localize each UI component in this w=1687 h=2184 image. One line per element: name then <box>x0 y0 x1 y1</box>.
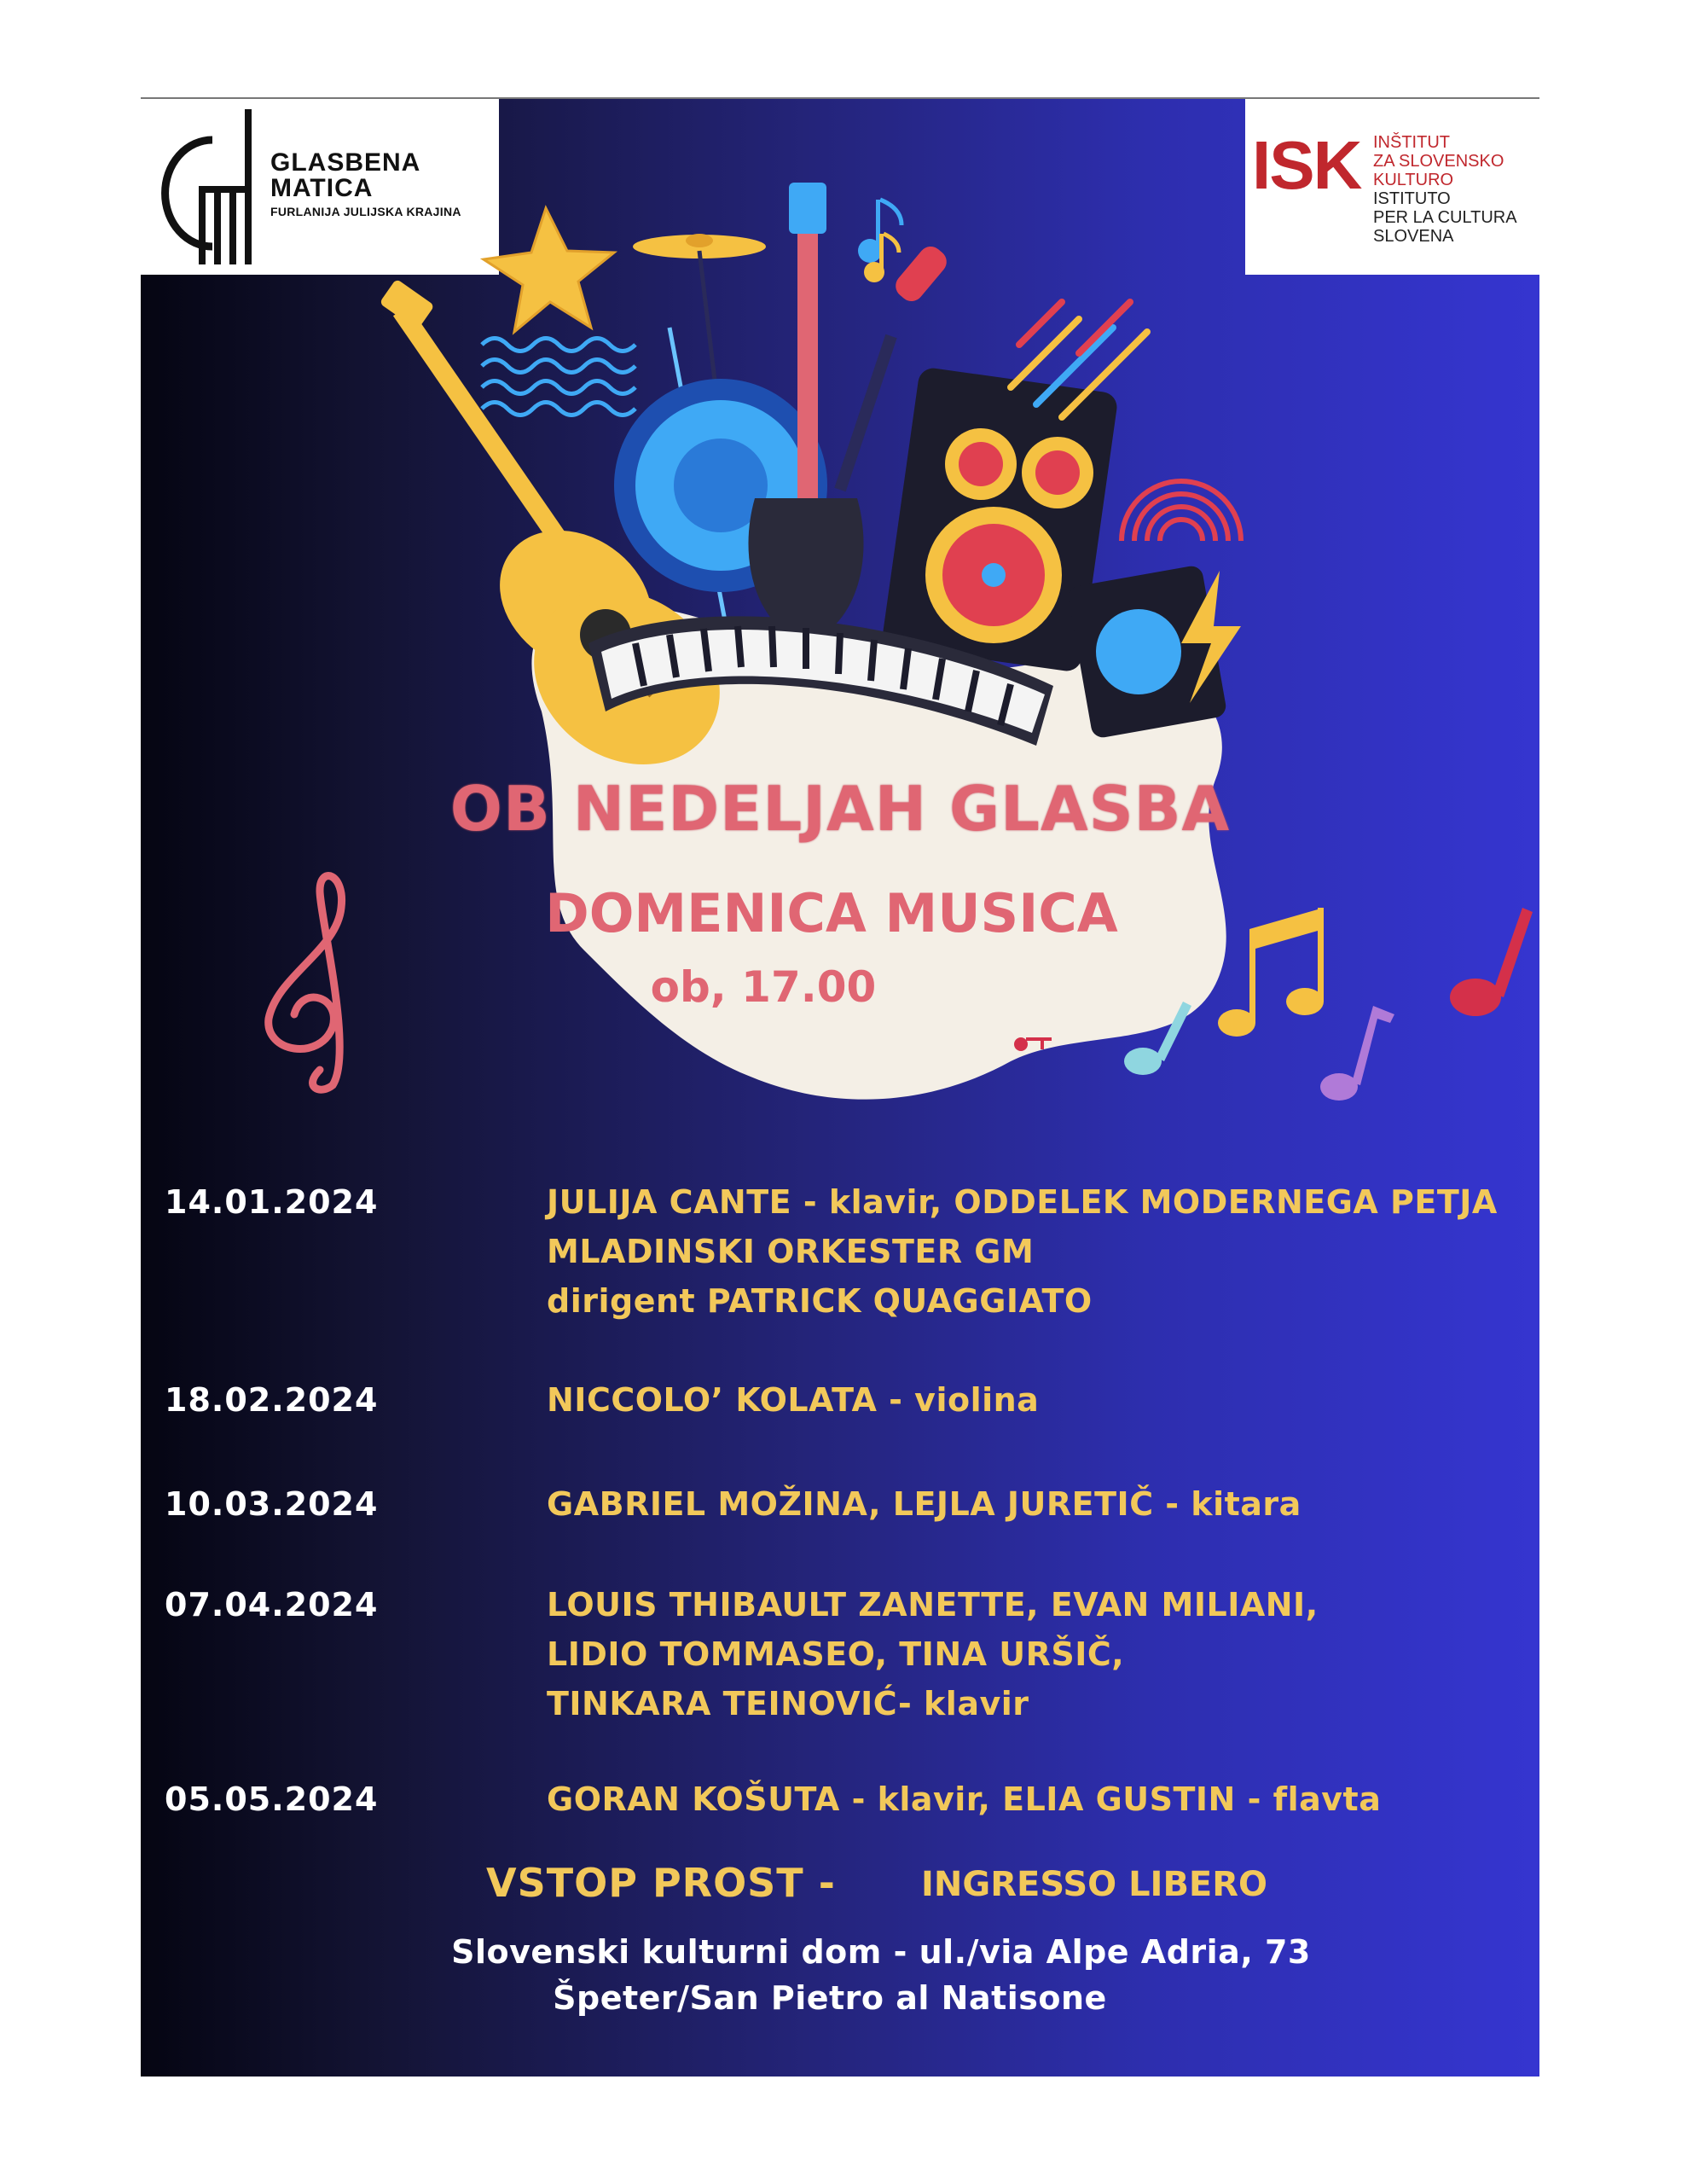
event-date: 14.01.2024 <box>165 1183 379 1221</box>
event-performers <box>547 1774 1539 1824</box>
event-performers <box>547 1479 1539 1529</box>
isk-line-it-3: SLOVENA <box>1373 227 1454 246</box>
performer-line: GABRIEL MOŽINA, LEJLA JURETIČ - kitara <box>547 1485 1301 1523</box>
performer-line: GORAN KOŠUTA - klavir, ELIA GUSTIN - flavta <box>547 1780 1382 1818</box>
gm-logo-line1: GLASBENA <box>270 148 421 177</box>
performer-line: TINKARA TEINOVIĆ- klavir <box>547 1685 1029 1722</box>
performer-line: LIDIO TOMMASEO, TINA URŠIČ, <box>547 1635 1125 1673</box>
gm-logo-line2: MATICA <box>270 174 374 202</box>
event-date: 18.02.2024 <box>165 1381 379 1419</box>
performer-line: dirigent PATRICK QUAGGIATO <box>547 1282 1093 1320</box>
title-italian: DOMENICA MUSICA <box>545 882 1118 944</box>
isk-line-sl-1: INŠTITUT <box>1373 133 1450 152</box>
isk-line-sl-3: KULTURO <box>1373 171 1454 189</box>
performer-line: NICCOLO’ KOLATA - violina <box>547 1381 1040 1419</box>
event-date: 10.03.2024 <box>165 1485 379 1523</box>
free-entry-italian: INGRESSO LIBERO <box>921 1865 1268 1904</box>
isk-acronym: ISK <box>1252 127 1361 203</box>
event-date: 05.05.2024 <box>165 1780 379 1818</box>
event-time: ob, 17.00 <box>650 962 877 1012</box>
title-slovenian: OB NEDELJAH GLASBA <box>449 773 1231 845</box>
free-entry-slovenian: VSTOP PROST - <box>486 1860 836 1906</box>
event-performers <box>547 1177 1539 1326</box>
isk-line-it-2: PER LA CULTURA <box>1373 208 1517 227</box>
arc-decoration <box>1122 481 1241 541</box>
gm-logo-line3: FURLANIJA JULIJSKA KRAJINA <box>270 205 461 218</box>
poster <box>141 97 1539 2077</box>
sound-wave-icon <box>482 339 635 415</box>
event-performers <box>547 1580 1539 1728</box>
star-icon <box>484 208 614 332</box>
performer-line: LOUIS THIBAULT ZANETTE, EVAN MILIANI, <box>547 1586 1319 1623</box>
event-performers <box>547 1375 1539 1425</box>
isk-line-it-1: ISTITUTO <box>1373 189 1451 208</box>
speaker-icon-secondary <box>1067 564 1228 739</box>
performer-line: JULIJA CANTE - klavir, ODDELEK MODERNEGA PETJA <box>547 1183 1498 1221</box>
performer-line: MLADINSKI ORKESTER GM <box>547 1233 1035 1270</box>
event-date: 07.04.2024 <box>165 1586 379 1623</box>
venue-address: Slovenski kulturni dom - ul./via Alpe Adria, 73 <box>451 1933 1311 1971</box>
isk-line-sl-2: ZA SLOVENSKO <box>1373 152 1504 171</box>
venue-town: Špeter/San Pietro al Natisone <box>553 1979 1107 2017</box>
music-note-icon-violet <box>1320 1006 1394 1101</box>
